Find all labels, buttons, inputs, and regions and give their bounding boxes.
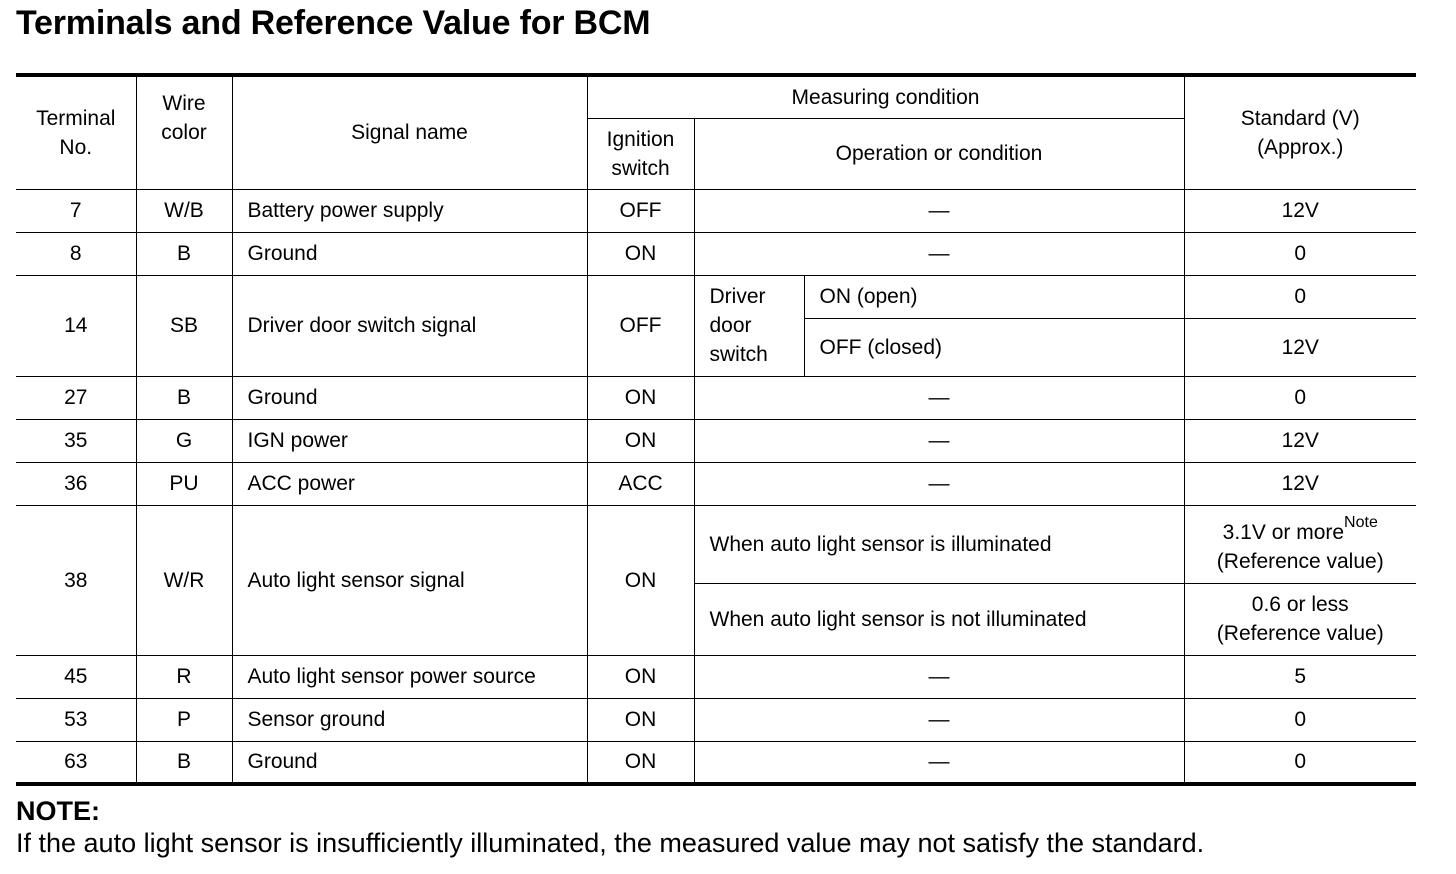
operation-condition: When auto light sensor is illuminated (694, 505, 1184, 583)
wire-color: R (136, 655, 232, 698)
ignition-switch: ON (587, 741, 694, 784)
wire-color: P (136, 698, 232, 741)
operation-condition: — (694, 189, 1184, 232)
header-ignition-switch: Ignition switch (587, 118, 694, 189)
header-signal-name: Signal name (232, 75, 587, 189)
standard-value: 12V (1184, 462, 1416, 505)
table-row (16, 419, 1416, 462)
ignition-switch: ON (587, 655, 694, 698)
wire-color: B (136, 232, 232, 275)
table-row (16, 698, 1416, 741)
header-measuring-condition: Measuring condition (587, 75, 1184, 118)
table-row (16, 462, 1416, 505)
header-wire-color: Wire color (136, 75, 232, 189)
operation-condition: When auto light sensor is not illuminated (694, 583, 1184, 655)
table-row (16, 655, 1416, 698)
terminal-no: 36 (16, 462, 136, 505)
standard-value: 0 (1184, 376, 1416, 419)
signal-name: IGN power (232, 419, 587, 462)
note-text: If the auto light sensor is insufficiently illuminated, the measured value may not satisfy the standard. (16, 828, 1205, 858)
ignition-switch: ACC (587, 462, 694, 505)
operation-condition: — (694, 232, 1184, 275)
signal-name: Ground (232, 741, 587, 784)
table-row (16, 376, 1416, 419)
standard-value (1184, 583, 1416, 655)
ignition-switch: ON (587, 505, 694, 655)
signal-name: Sensor ground (232, 698, 587, 741)
wire-color: SB (136, 275, 232, 376)
signal-name: Ground (232, 376, 587, 419)
table-row (16, 741, 1416, 784)
ignition-switch: ON (587, 376, 694, 419)
signal-name: Auto light sensor power source (232, 655, 587, 698)
header-operation-or-condition: Operation or condition (694, 118, 1184, 189)
wire-color: W/R (136, 505, 232, 655)
wire-color: G (136, 419, 232, 462)
ignition-switch: ON (587, 698, 694, 741)
standard-line1: 0.6 or less (1251, 593, 1349, 616)
terminal-no: 27 (16, 376, 136, 419)
operation-condition: OFF (closed) (804, 318, 1184, 376)
wire-color: W/B (136, 189, 232, 232)
table-row (16, 505, 1416, 583)
operation-condition: — (694, 741, 1184, 784)
table-row (16, 232, 1416, 275)
terminal-no: 8 (16, 232, 136, 275)
standard-line2: (Reference value) (1216, 622, 1384, 645)
terminal-no: 35 (16, 419, 136, 462)
ignition-switch: OFF (587, 275, 694, 376)
standard-value (1184, 505, 1416, 583)
operation-condition: — (694, 655, 1184, 698)
operation-condition: — (694, 376, 1184, 419)
terminal-no: 7 (16, 189, 136, 232)
standard-value: 12V (1184, 189, 1416, 232)
signal-name: ACC power (232, 462, 587, 505)
standard-value: 0 (1184, 275, 1416, 318)
note-label: NOTE: (16, 796, 100, 826)
operation-condition: ON (open) (804, 275, 1184, 318)
standard-value: 5 (1184, 655, 1416, 698)
standard-value: 0 (1184, 741, 1416, 784)
table-body (16, 189, 1416, 784)
note-reference: Note (1344, 514, 1378, 531)
ignition-switch: ON (587, 232, 694, 275)
signal-name: Driver door switch signal (232, 275, 587, 376)
standard-value: 12V (1184, 318, 1416, 376)
operation-condition: — (694, 419, 1184, 462)
standard-value: 0 (1184, 232, 1416, 275)
standard-line2: (Reference value) (1216, 550, 1384, 573)
page-title: Terminals and Reference Value for BCM (16, 4, 651, 42)
standard-value: 12V (1184, 419, 1416, 462)
terminal-no: 53 (16, 698, 136, 741)
wire-color: PU (136, 462, 232, 505)
signal-name: Battery power supply (232, 189, 587, 232)
operation-condition: — (694, 462, 1184, 505)
terminal-no: 63 (16, 741, 136, 784)
operation-condition: — (694, 698, 1184, 741)
terminal-no: 14 (16, 275, 136, 376)
ignition-switch: OFF (587, 189, 694, 232)
wire-color: B (136, 741, 232, 784)
condition-group-label: Driver door switch (694, 275, 804, 376)
ignition-switch: ON (587, 419, 694, 462)
signal-name: Ground (232, 232, 587, 275)
table-row (16, 189, 1416, 232)
terminal-no: 45 (16, 655, 136, 698)
table-row (16, 275, 1416, 318)
table-header (16, 75, 1416, 189)
signal-name: Auto light sensor signal (232, 505, 587, 655)
standard-line1: 3.1V or more (1222, 521, 1345, 544)
terminals-table (16, 73, 1416, 786)
terminal-no: 38 (16, 505, 136, 655)
wire-color: B (136, 376, 232, 419)
header-terminal-no: Terminal No. (16, 75, 136, 189)
standard-value: 0 (1184, 698, 1416, 741)
header-standard: Standard (V) (Approx.) (1184, 75, 1416, 189)
